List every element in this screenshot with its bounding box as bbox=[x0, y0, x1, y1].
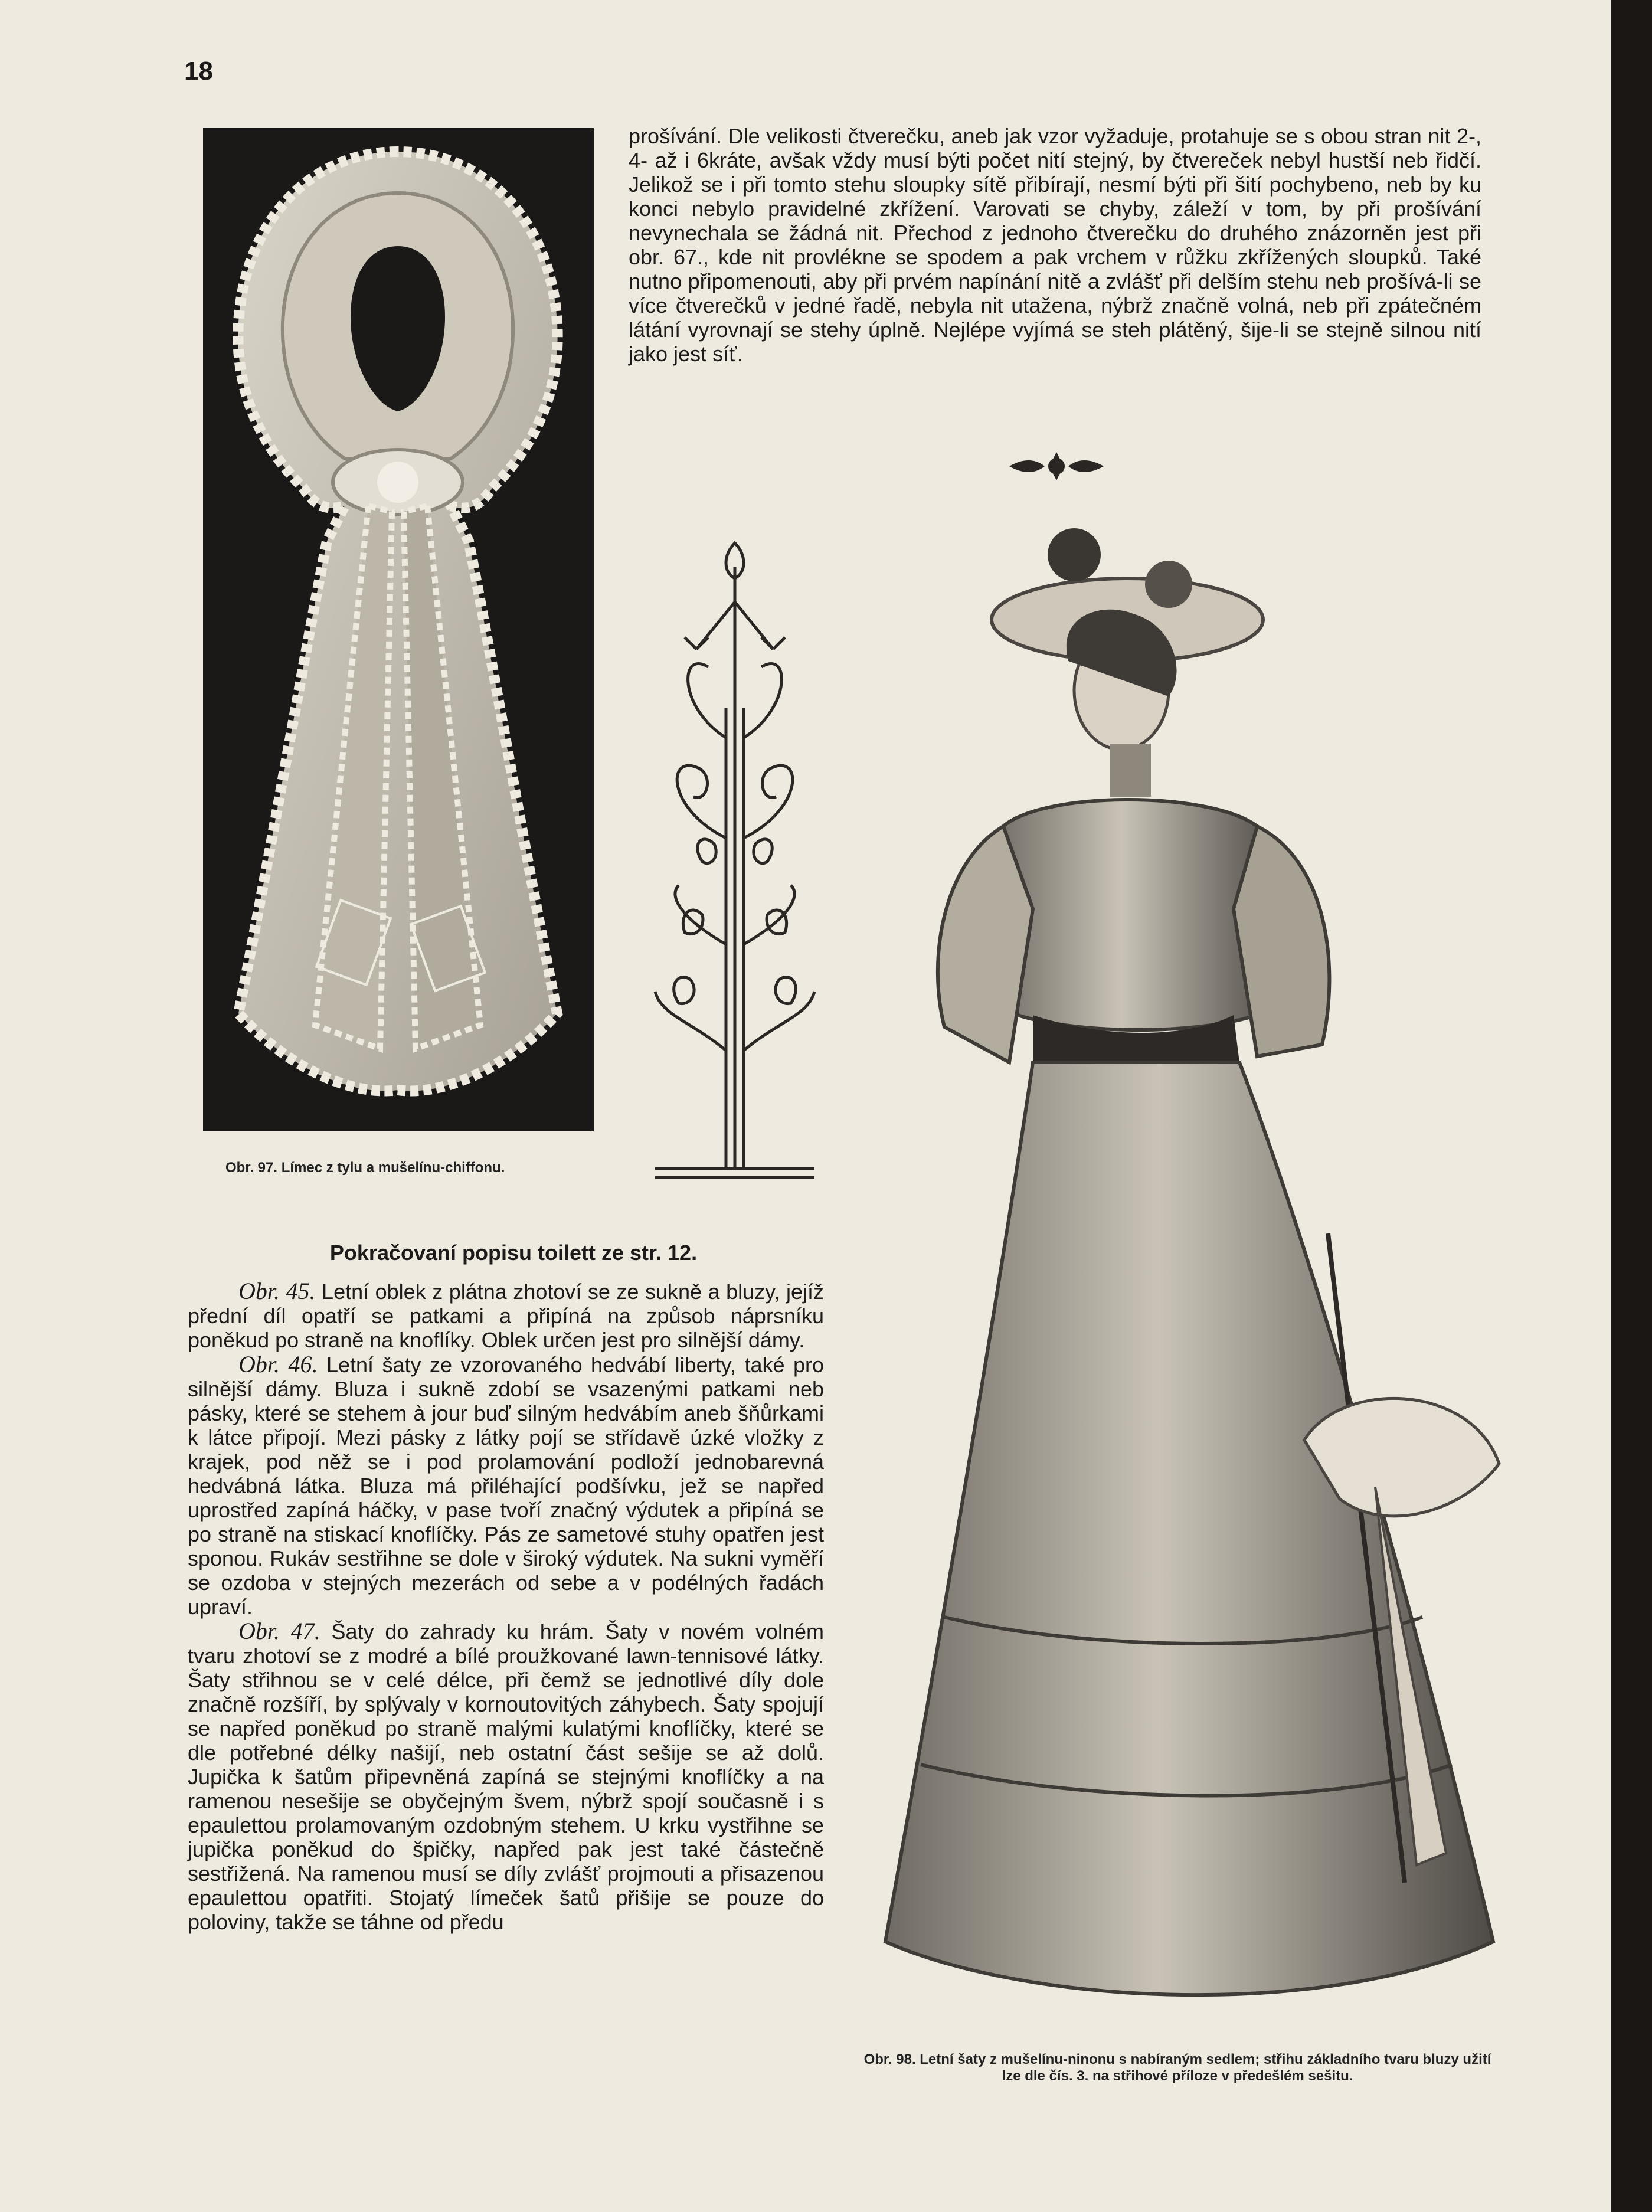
left-column-text bbox=[188, 1279, 824, 1934]
figure-97-collar-photo bbox=[203, 128, 594, 1131]
figure-reference: Obr. 46. bbox=[238, 1351, 318, 1377]
figure-97-caption: Obr. 97. Límec z tylu a mušelínu-chiffonu. bbox=[225, 1160, 505, 1176]
description-paragraph bbox=[188, 1279, 824, 1352]
description-text: Šaty do zahrady ku hrám. Šaty v novém volném tvaru zhotoví se z modré a bílé proužkované lawn-tennisové látky. Šaty střihnou se v celé délce, při čemž se jednotlivé díly dole značně rozšíří, by splývaly v kornoutovitých záhybech. Šaty spojují se napřed poněkud po straně malými kulatými knoflíčky, které se dle potřebné délky našijí, neb ostatní část sešije se až dolů. Jupička k šatům připevněná zapíná se stejnými knoflíčky a na ramenou nesešije se obyčejným švem, nýbrž spojí současně i s epaulettou prolamovaným ozdobným stehem. U krku vystřihne se jupička poněkud do špičky, napřed pak jest také částečně sestřižená. Na ramenou musí se díly zvlášť projmouti a přisazenou epaulettou opatřiti. Stojatý límeček šatů přišije se pouze do poloviny, takže se táhne od předu bbox=[188, 1619, 824, 1934]
art-nouveau-floral-ornament-icon bbox=[643, 531, 826, 1192]
paragraph: prošívání. Dle velikosti čtverečku, aneb jak vzor vyžaduje, protahuje se s obou stran nit 2-, 4- až i 6kráte, avšak vždy musí býti počet nití stejný, by čtvereček nebyl hustší neb řidčí. Jelikož se i při tomto stehu sloupky sítě přibírají, nesmí býti při šití pochybeno, neb by ku konci nebylo pravidelné zkřížení. Varovati se chyby, záleží v tom, by při prošívání nevynechala se žádná nit. Přechod z jednoho čtverečku do druhého znázorněn jest při obr. 67., kde nit provlékne se spodem a pak vrchem v růžku zkřížených sloupků. Také nutno připomenouti, aby při prvém napínání nitě a zvlášť při delším stehu neb prošívá-li se více čtverečků v jedné řadě, nebyla nit utažena, nýbrž značně volná, neb při zpátečném látání vyrovnají se stehy úplně. Nejlépe vyjímá se steh plátěný, šije-li se stejně silnou nití jako jest síť. bbox=[629, 124, 1481, 366]
figure-reference: Obr. 45. bbox=[238, 1278, 316, 1304]
fleuron-divider-icon bbox=[1003, 449, 1110, 484]
description-paragraph bbox=[188, 1352, 824, 1619]
section-title: Pokračovaní popisu toilett ze str. 12. bbox=[329, 1241, 698, 1265]
lady-with-parasol-illustration bbox=[856, 496, 1535, 2036]
figure-98-caption: Obr. 98. Letní šaty z mušelínu-ninonu s nabíraným sedlem; střihu základního tvaru bluzy užití lze dle čís. 3. na střihové příloze v předešlém sešitu. bbox=[863, 2051, 1491, 2084]
description-paragraph bbox=[188, 1619, 824, 1934]
description-text: Letní šaty ze vzorovaného hedvábí liberty, také pro silnější dámy. Bluza i sukně zdobí se vsazenými patkami neb pásky, které se stehem à jour buď silným hedvábím aneb šňůrkami k látce připojí. Mezi pásky z látky pojí se střídavě úzké vložky z krajek, pod něž se i pod prolamování podloží jednobarevná hedvábná látka. Bluza má přiléhající podšívku, jež se napřed uprostřed zapíná háčky, v pase tvoří značný výdutek a připíná se po straně na stiskací knoflíčky. Pás ze sametové stuhy opatřen jest sponou. Rukáv sestřihne se dole v široký výdutek. Na sukni vyměří se ozdoba v stejných mezerách od sebe a v podélných řadách upraví. bbox=[188, 1353, 824, 1619]
figure-98-summer-dress-illustration bbox=[856, 496, 1535, 2036]
scan-edge bbox=[1611, 0, 1652, 2212]
collar-illustration bbox=[203, 128, 594, 1131]
page-number: 18 bbox=[184, 57, 213, 86]
description-text: Letní oblek z plátna zhotoví se ze sukně a bluzy, jejíž přední díl opatří se patkami a připíná na způsob náprsníku poněkud po straně na knoflíky. Oblek určen jest pro silnější dámy. bbox=[188, 1280, 824, 1352]
right-column-text bbox=[629, 124, 1481, 366]
figure-reference: Obr. 47. bbox=[238, 1618, 320, 1644]
